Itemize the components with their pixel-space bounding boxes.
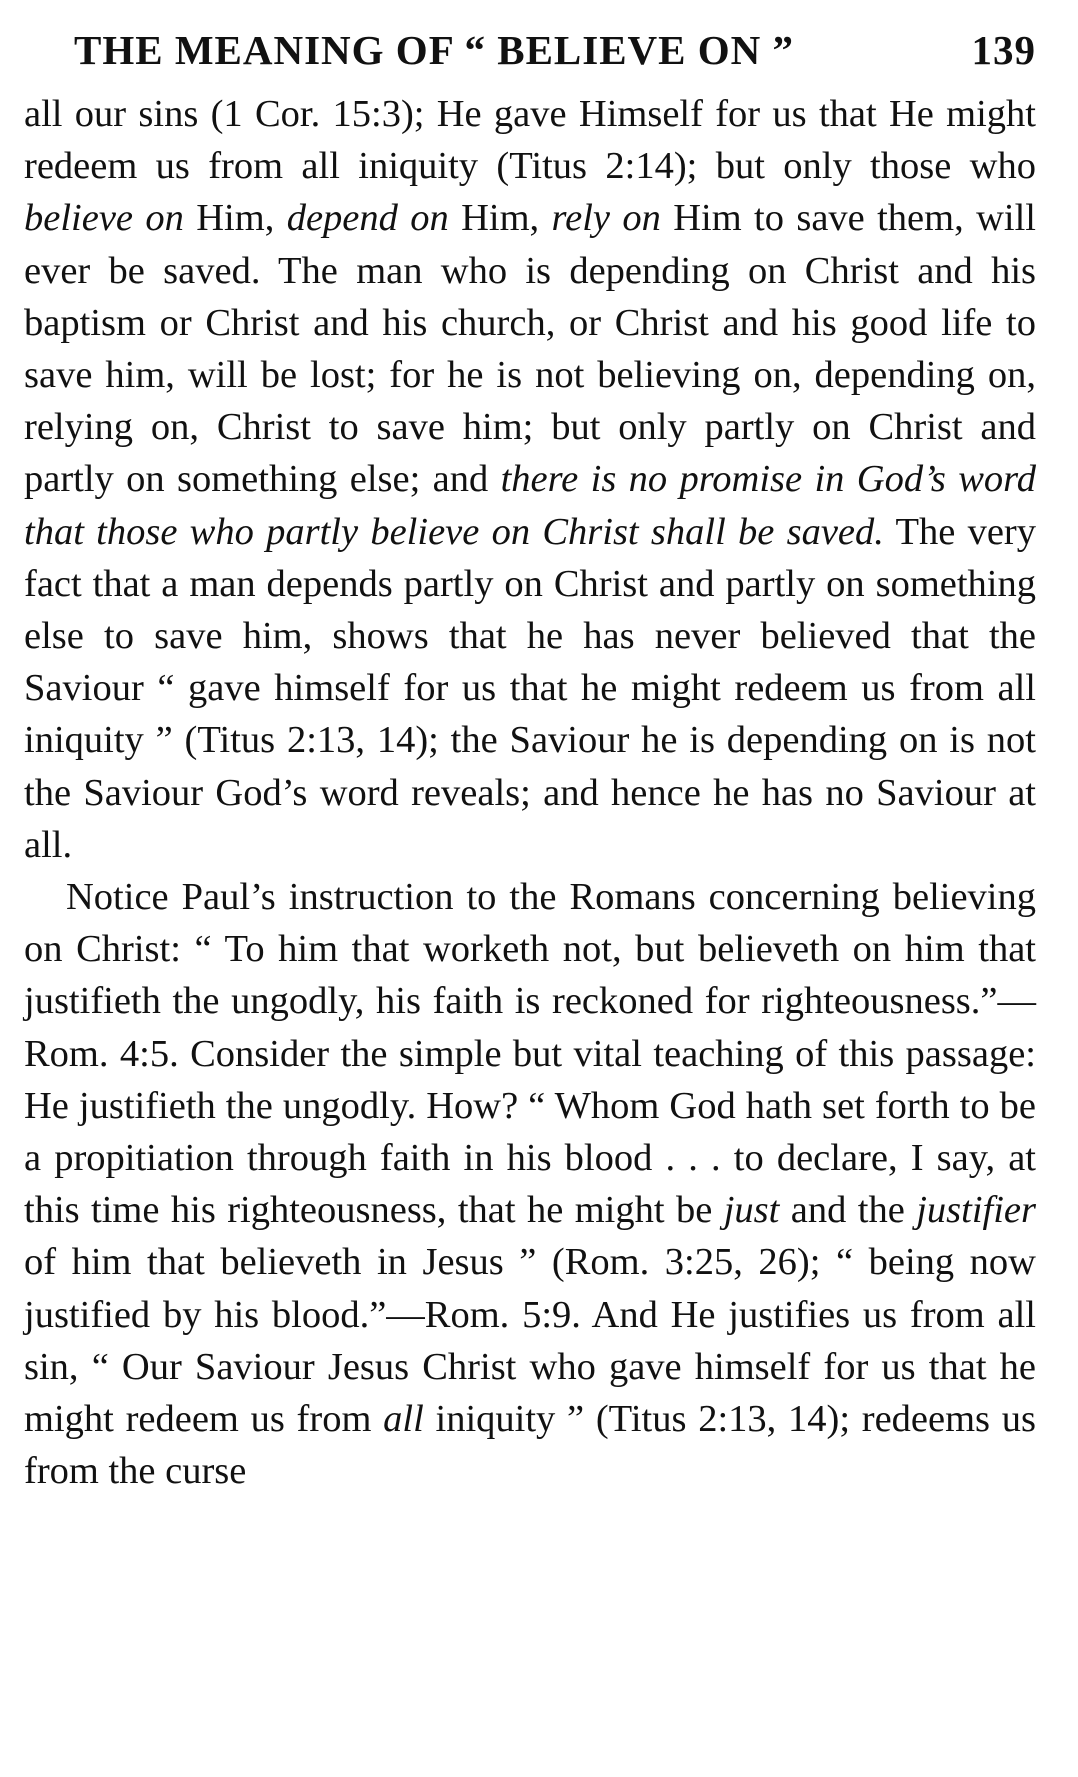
text-run: Notice Paul’s instruction to the Romans concerning believing on Christ: “ To him that worketh not, but believeth on him that justifieth the ungodly, his faith is reckoned for righteousness.”—Rom. 4:5. Consider the simple but vital teaching of this passage: He justifieth the ungodly. How? “ Whom God hath set forth to be a propitiation through faith in his blood . . . to declare, I say, at this time his righteousness, that he might be xyxy=(24,876,1036,1232)
text-run: all our sins (1 Cor. 15:3); He gave Himself for us that He might redeem us from all iniquity (Titus 2:14); but only those who xyxy=(24,93,1036,188)
italic-run: rely on xyxy=(551,197,661,240)
paragraph-1 xyxy=(24,88,1036,871)
text-run: The very fact that a man depends partly on Christ and partly on something else to save him, shows that he has never believed that the Saviour “ gave himself for us that he might redeem us from all iniquity ” (Titus 2:13, 14); the Saviour he is depending on is not the Saviour God’s word reveals; and hence he has no Saviour at all. xyxy=(24,510,1036,866)
text-run: Him to save them, will ever be saved. The man who is depending on Christ and his baptism or Christ and his church, or Christ and his good life to save him, will be lost; for he is not believing on, depending on, relying on, Christ to save him; but only partly on Christ and partly on something else; and xyxy=(24,197,1036,501)
text-run: Him, xyxy=(183,197,287,240)
italic-run: believe on xyxy=(24,197,184,240)
italic-run: justifier xyxy=(916,1189,1037,1232)
text-run: iniquity ” (Titus 2:13, 14); redeems us from the curse xyxy=(24,1398,1036,1493)
text-run: of him that believeth in Jesus ” (Rom. 3:25, 26); “ being now justified by his blood.”—Rom. 5:9. And He justifies us from all sin, “ Our Saviour Jesus Christ who gave himself for us that he might redeem us from xyxy=(24,1241,1036,1441)
body-text xyxy=(24,88,1036,1497)
running-head xyxy=(24,18,1036,82)
italic-run: there is no promise in God’s word that those who partly believe on Christ shall be saved. xyxy=(24,458,1036,553)
paragraph-2 xyxy=(24,871,1036,1497)
page-number: 139 xyxy=(971,27,1036,73)
italic-run: all xyxy=(383,1398,424,1441)
italic-run: depend on xyxy=(286,197,449,240)
italic-run: just xyxy=(723,1189,780,1232)
text-run: and the xyxy=(779,1189,917,1232)
text-run: Him, xyxy=(448,197,552,240)
chapter-title: THE MEANING OF “ BELIEVE ON ” xyxy=(74,27,795,73)
